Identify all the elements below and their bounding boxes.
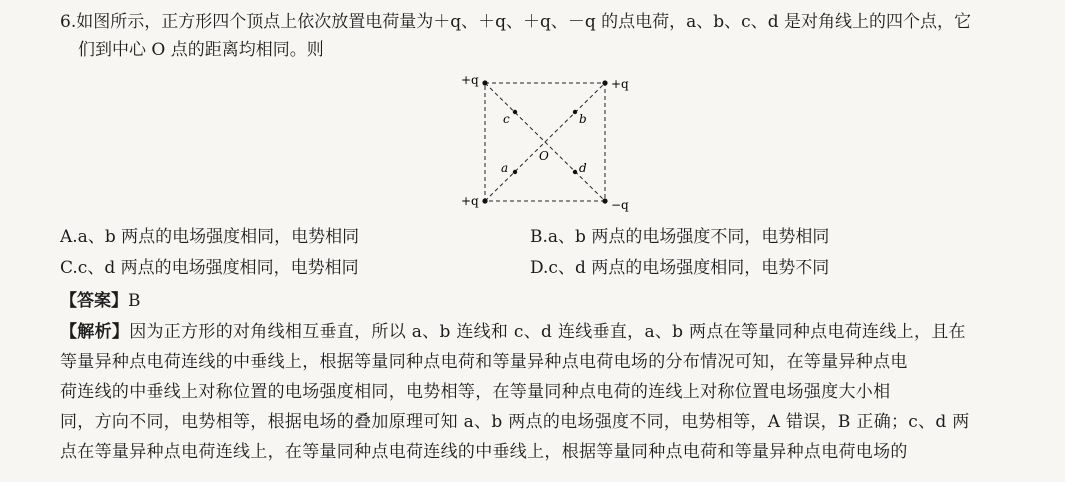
explanation-line-2: 等量异种点电荷连线的中垂线上，根据等量同种点电荷和等量异种点电荷电场的分布情况可知，在等量异种点电: [60, 352, 908, 372]
point-b: [573, 110, 577, 114]
explanation-label: 【解析】: [60, 322, 130, 342]
label-a: a: [501, 161, 509, 175]
label-top-left: +q: [461, 73, 479, 87]
label-c: c: [503, 112, 510, 126]
point-a: [513, 170, 517, 174]
explanation-line-1: [60, 320, 966, 344]
option-d: D.c、d 两点的电场强度相同，电势不同: [530, 258, 830, 278]
label-center-o: O: [539, 149, 549, 163]
question-line-1: 6.如图所示，正方形四个顶点上依次放置电荷量为＋q、＋q、＋q、－q 的点电荷，a、b、c、d 是对角线上的四个点，它: [60, 12, 971, 32]
answer-row: [60, 289, 141, 313]
label-b: b: [579, 112, 587, 126]
option-c: C.c、d 两点的电场强度相同，电势相同: [60, 258, 359, 278]
charge-bottom-right: [602, 198, 607, 203]
square-charge-diagram: [455, 68, 645, 218]
answer-label: 【答案】: [60, 291, 128, 311]
question-line-2: 们到中心 O 点的距离均相同。则: [78, 40, 324, 60]
label-top-right: +q: [611, 77, 629, 91]
charge-bottom-left: [482, 198, 487, 203]
label-d: d: [579, 161, 587, 175]
charge-top-left: [482, 80, 487, 85]
option-b: B.a、b 两点的电场强度不同，电势相同: [530, 227, 830, 247]
label-bottom-left: +q: [461, 194, 479, 208]
explanation-text-1: 因为正方形的对角线相互垂直，所以 a、b 连线和 c、d 连线垂直，a、b 两点在等量同种点电荷连线上，且在: [129, 322, 966, 342]
explanation-line-4: 同，方向不同，电势相等，根据电场的叠加原理可知 a、b 两点的电场强度不同，电势相等，A 错误，B 正确；c、d 两: [60, 412, 970, 432]
explanation-line-3: 荷连线的中垂线上对称位置的电场强度相同，电势相等，在等量同种点电荷的连线上对称位置电场强度大小相: [60, 382, 891, 402]
option-a: A.a、b 两点的电场强度相同，电势相同: [60, 227, 360, 247]
answer-value: B: [128, 291, 141, 311]
label-bottom-right: −q: [611, 198, 629, 212]
point-c: [513, 110, 517, 114]
point-d: [573, 170, 577, 174]
charge-top-right: [602, 80, 607, 85]
explanation-line-5: 点在等量异种点电荷连线上，在等量同种点电荷连线的中垂线上，根据等量同种点电荷和等量异种点电荷电场的: [60, 442, 908, 462]
